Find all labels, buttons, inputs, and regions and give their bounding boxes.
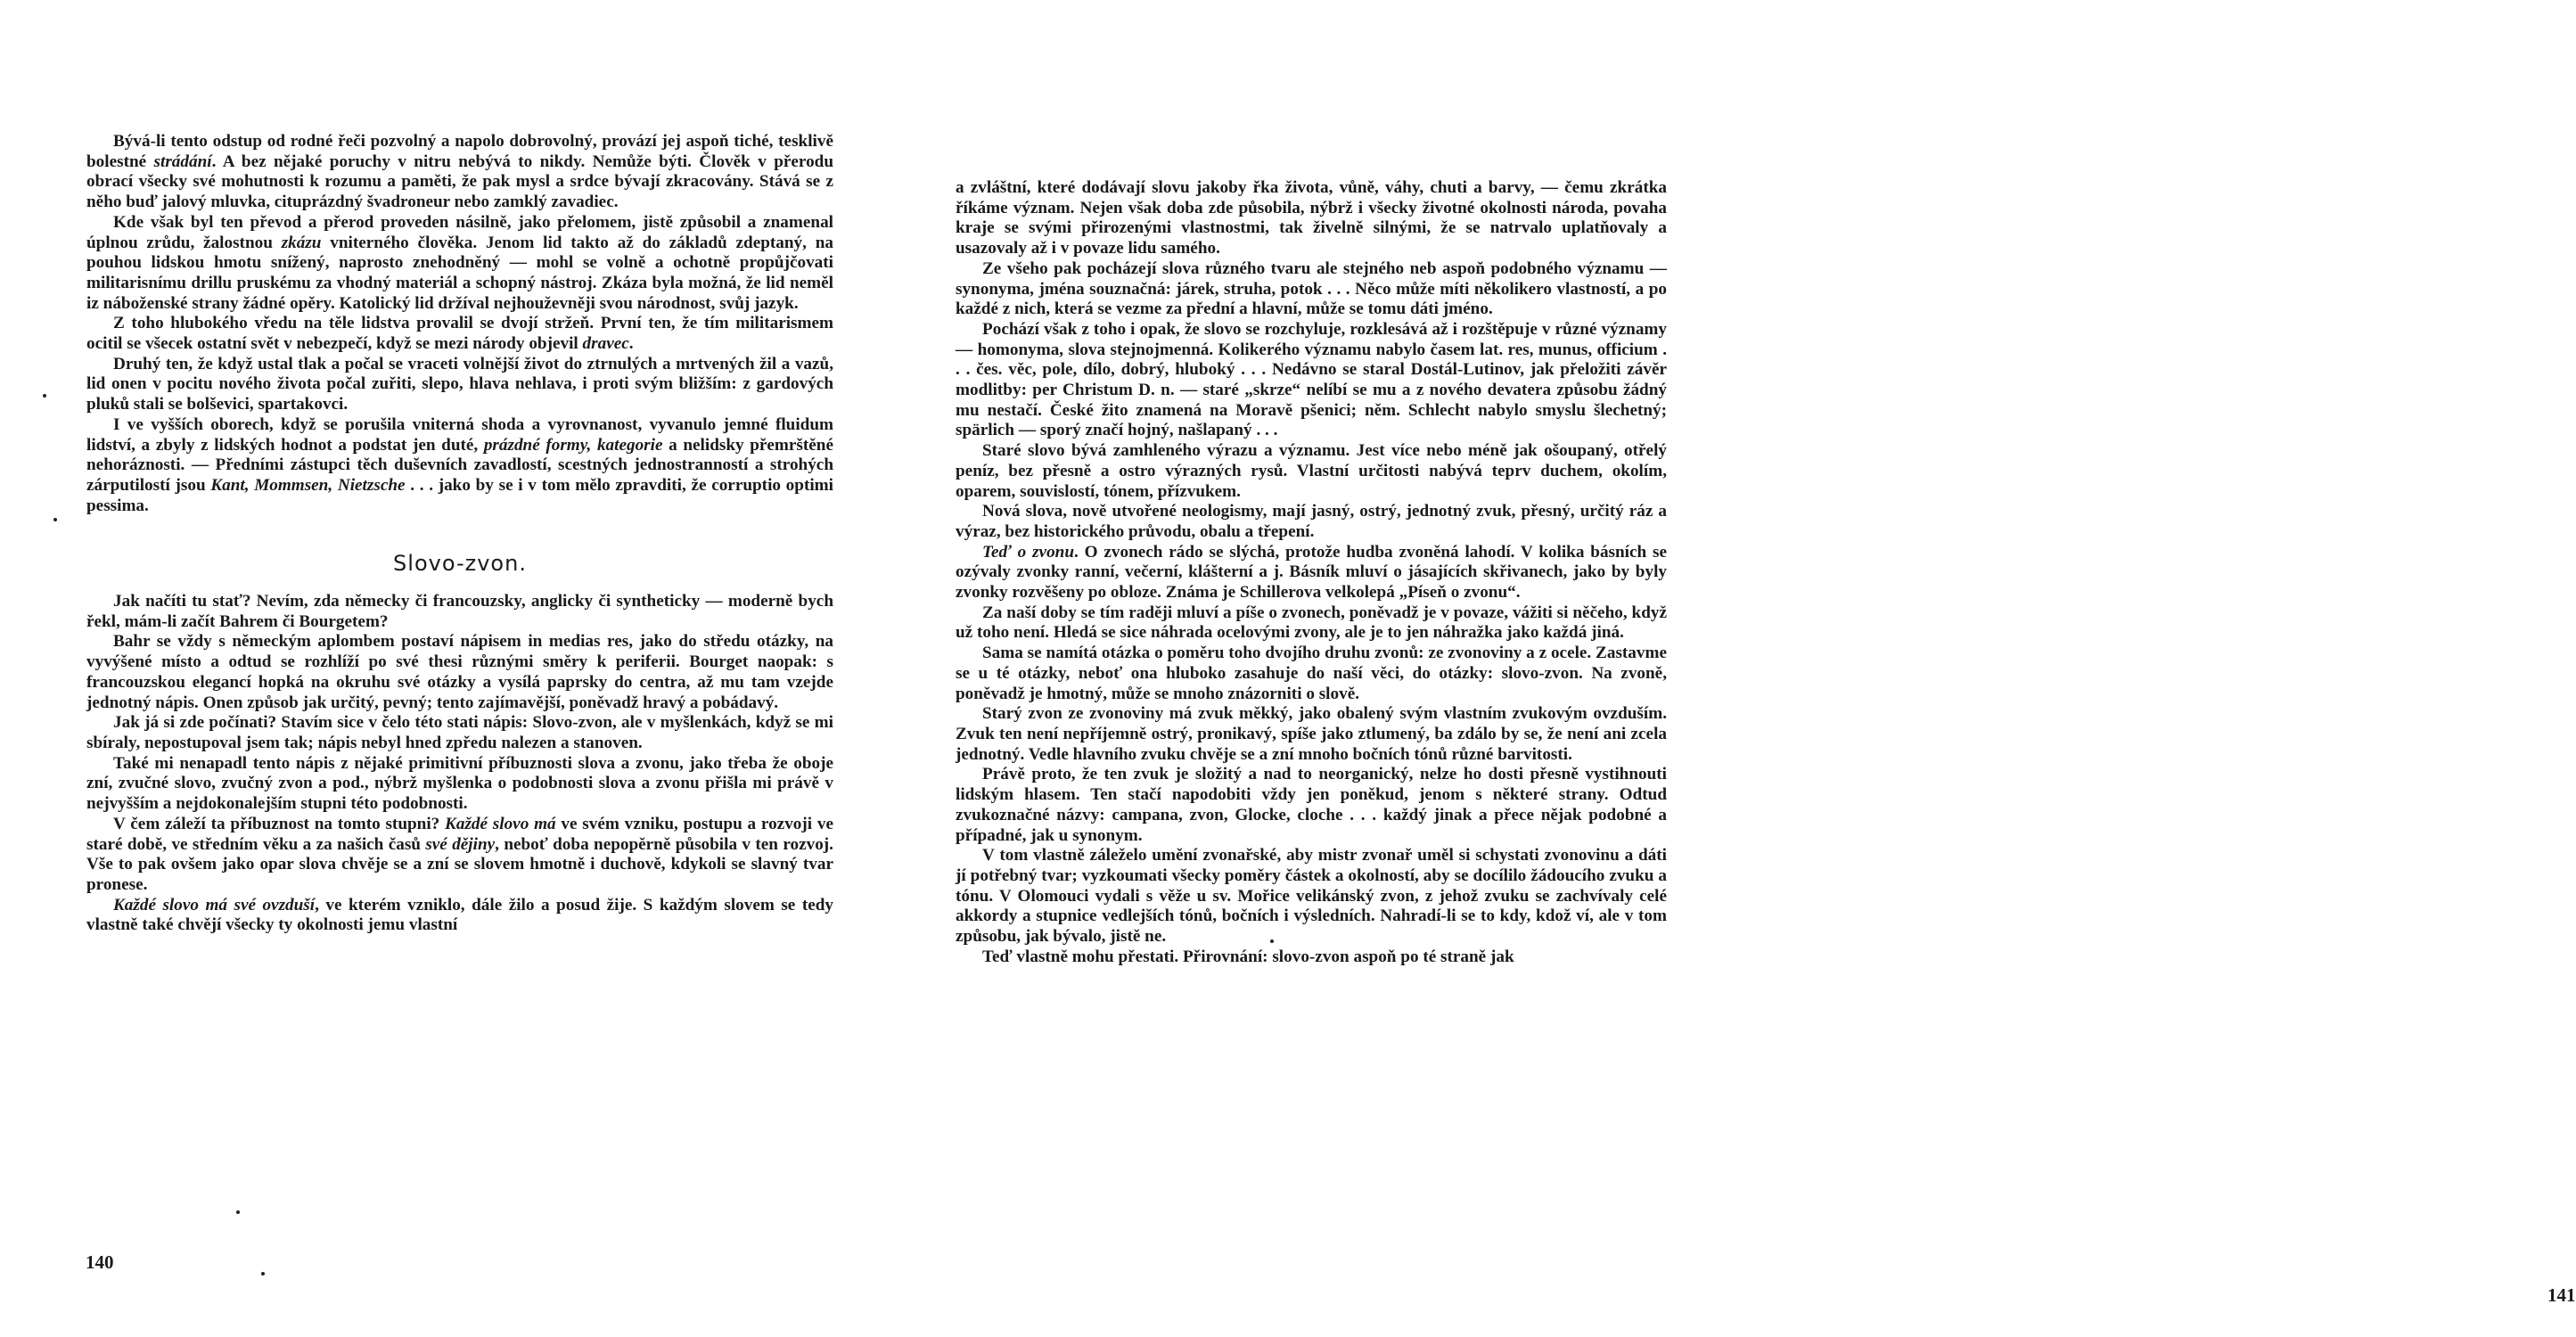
text-run: a zvláštní, které dodávají slovu jakoby řka života, vůně, váhy, chuti a barvy, — čemu zkrátka říkáme význam. Nejen však doba zde působila, nýbrž i všecky životné okolnosti národa, povaha kraje se svými přirozenými vlastnostmi, tak živelně silnými, že se natrvalo uplatňovaly a usazovaly až i v povaze lidu samého.: [956, 178, 1667, 258]
italic-text: své dějiny: [425, 834, 496, 854]
text-run: ve svém vzniku, postupu a rozvoji ve staré době, ve středním věku a za našich časů: [86, 814, 833, 854]
text-run: Pochází však z toho i opak, že slovo se rozchyluje, rozklesává až i rozštěpuje v různé významy — homonyma, slova stejnojmenná. Kolikerého významu nabylo časem lat. res, munus, officium . . . čes. věc, pole, dílo, dobrý, hluboký . . . Nedávno se staral Dostál-Lutinov, jak přeložiti závěr modlitby: per Christum D. n. — staré „skrze“ nelíbí se mu a z nového devatera způsobu žádný mu nestačí. České žito znamená na Moravě pšenici; něm. Schlecht nabylo smyslu šlechetný; spärlich — sporý značí hojný, našlapaný . . .: [956, 319, 1667, 440]
left-paragraphs-top: [86, 132, 833, 516]
text-run: Kde však byl ten převod a přerod proveden násilně, jako přelomem, jistě způsobil a znamenal úplnou zrůdu, žalostnou: [86, 212, 833, 252]
text-run: Starý zvon ze zvonoviny má zvuk měkký, jako obalený svým vlastním zvukovým ovzduším. Zvuk ten není nepříjemně ostrý, pronikavý, spíše jako ztlumený, ba zdálo by se, že není ani zcela jednotný. Vedle hlavního zvuku chvěje se a zní mnoho bočních tónů různé barvitosti.: [956, 704, 1667, 764]
section-title: Slovo-zvon.: [393, 551, 527, 577]
text-run: . . . jako by se i v tom mělo zpravditi, že corruptio optimi pessima.: [86, 475, 833, 515]
paragraph: [86, 754, 833, 815]
text-run: Z toho hlubokého vředu na těle lidstva provalil se dvojí stržeň. První ten, že tím militarismem ocitil se všecek ostatní svět v nebezpečí, když se mezi národy objevil: [86, 314, 833, 354]
text-run: . A bez nějaké poruchy v nitru nebývá to nikdy. Nemůže býti. Člověk v přerodu obrací všecky své mohutnosti k rozumu a paměti, že pak mysl a srdce bývají zkracovány. Stává se z něho buď jalový mluvka, cituprázdný švadroneur nebo zamklý zavadiec.: [86, 152, 833, 212]
paragraph: [86, 713, 833, 753]
paragraph: [956, 765, 1667, 846]
paragraph: [86, 896, 833, 936]
italic-text: dravec: [582, 334, 629, 354]
left-paragraphs-bottom: [86, 592, 833, 936]
paragraph: [956, 704, 1667, 765]
text-run: Za naší doby se tím raději mluví a píše o zvonech, poněvadž je v povaze, vážiti si něčeho, když už toho není. Hledá se sice náhrada ocelovými zvony, ale je to jen náhražka jako každá jiná.: [956, 603, 1667, 643]
paragraph: [86, 815, 833, 896]
right-page: [878, 0, 2576, 1337]
paragraph: [956, 320, 1667, 441]
paragraph: [956, 603, 1667, 644]
paragraph: [956, 178, 1667, 259]
scan-speck: [43, 394, 46, 398]
italic-text: Teď o zvonu: [982, 542, 1075, 562]
italic-text: Každé slovo má: [445, 814, 556, 833]
scan-speck: [261, 1272, 265, 1275]
text-run: Nová slova, nově utvořené neologismy, mají jasný, ostrý, jednotný zvuk, přesný, určitý ráz a výraz, bez historického průvodu, obalu a třepení.: [956, 502, 1667, 541]
paragraph: [956, 543, 1667, 603]
paragraph: [86, 632, 833, 713]
italic-text: strádání: [153, 152, 212, 171]
text-run: V tom vlastně záleželo umění zvonařské, aby mistr zvonař uměl si schystati zvonovinu a dáti jí potřebný tvar; vyzkoumati všecky poměry částek a okolností, aby se docílilo žádoucího zvuku a tónu. V Olomouci vydali s věže u sv. Mořice velikánský zvon, z jehož zvuku se zachvívaly celé akkordy a stupnice vedlejších tónů, bočních i výsledních. Nahradí-li se to kdy, kdož ví, ale v tom způsobu, jak bývalo, jistě ne.: [956, 846, 1667, 947]
text-run: . O zvonech rádo se slýchá, protože hudba zvoněná lahodí. V kolika básních se ozývaly zvonky ranní, večerní, klášterní a j. Básník mluví o jásajících skřivanech, jako by byly zvonky rozvěšeny po obloze. Známa je Schillerova velkolepá „Píseň o zvonu“.: [956, 542, 1668, 603]
text-run: Staré slovo bývá zamhleného výrazu a významu. Jest více nebo méně jak ošoupaný, otřelý peníz, bez přesně a ostro výrazných rysů. Vlastní určitosti nabývá teprv duchem, okolím, oparem, souvislostí, tónem, přízvukem.: [956, 441, 1667, 501]
text-run: Právě proto, že ten zvuk je složitý a nad to neorganický, nelze ho dosti přesně vystihnouti lidským hlasem. Ten stačí napodobiti vždy jen poněkud, jenom s některé strany. Odtud zvukoznačné názvy: campana, zvon, Glocke, cloche . . . každý jinak a přece nějak podobné a případné, jak u synonym.: [956, 765, 1667, 845]
paragraph: [86, 213, 833, 315]
text-run: Také mi nenapadl tento nápis z nějaké primitivní příbuznosti slova a zvonu, jako třeba že oboje zní, zvučné slovo, zvučný zvon a pod., nýbrž myšlenka o podobnosti slova a zvonu přišla mi právě v nejvyšším a nejdokonalejším stupni této podobnosti.: [86, 753, 833, 814]
text-run: Sama se namítá otázka o poměru toho dvojího druhu zvonů: ze zvonoviny a z ocele. Zastavme se u té otázky, neboť ona hluboko zasahuje do naší věci, do otázky: slovo-zvon. Na zvoně, poněvadž je hmotný, může se mnoho znázorniti o slově.: [956, 644, 1667, 703]
paragraph: [956, 846, 1667, 947]
paragraph: [956, 644, 1667, 704]
italic-text: zkázu: [281, 233, 322, 252]
text-run: Jak načíti tu stať? Nevím, zda německy či francouzsky, anglicky či syntheticky — moderně bych řekl, mám-li začít Bahrem či Bourgetem?: [86, 592, 833, 631]
italic-text: Každé slovo má své ovzduší: [113, 895, 316, 915]
paragraph: [956, 502, 1667, 542]
paragraph: [86, 592, 833, 632]
scan-speck: [1270, 939, 1274, 943]
paragraph: [86, 415, 833, 517]
text-run: , neboť doba nepopěrně působila v ten rozvoj. Vše to pak ovšem jako opar slova chvěje se a zní se slovem hmotně i duchově, kdykoli se slavný tvar pronese.: [86, 834, 833, 894]
paragraph: [956, 947, 1667, 968]
text-run: .: [628, 334, 634, 354]
italic-text: Kant, Mommsen, Nietzsche: [210, 475, 406, 495]
text-run: I ve vyšších oborech, když se porušila vniterná shoda a vyrovnanost, vyvanulo jemné fluidum lidství, a zbyly z lidských hodnot a podstat jen duté,: [86, 414, 833, 455]
text-run: Bývá-li tento odstup od rodné řeči pozvolný a napolo dobrovolný, provází jej aspoň tiché, tesklivě bolestné: [86, 132, 833, 171]
scan-speck: [236, 1210, 240, 1214]
italic-text: prázdné formy, kategorie: [483, 435, 663, 455]
paragraph: [86, 314, 833, 354]
paragraph: [956, 259, 1667, 320]
left-text-column: [86, 132, 833, 936]
paragraph: [956, 441, 1667, 502]
text-run: Bahr se vždy s německým aplombem postaví nápisem in medias res, jako do středu otázky, na vyvýšené místo a odtud se rozhlíží po své thesi různými směry k periferii. Bourget naopak: s francouzskou elegancí hopká na okruhu své otázky a vysílá paprsky do centra, až mu tam vzejde jednotný nápis. Onen způsob jak určitý, pevný; tento zajímavější, poněvadž hravý a pobádavý.: [86, 632, 833, 712]
right-paragraphs: [956, 178, 1667, 967]
scan-speck: [53, 518, 57, 521]
text-run: V čem záleží ta příbuznost na tomto stupni?: [113, 814, 446, 833]
left-page: [0, 0, 878, 1337]
text-run: Teď vlastně mohu přestati. Přirovnání: slovo-zvon aspoň po té straně jak: [982, 947, 1514, 966]
text-run: Jak já si zde počínati? Stavím sice v čelo této stati nápis: Slovo-zvon, ale v myšlenkách, když se mi sbíraly, nepostupoval jsem tak; nápis nebyl hned zpředu nalezen a stanoven.: [86, 713, 833, 752]
paragraph: [86, 355, 833, 415]
page-number-left: 140: [86, 1251, 114, 1273]
paragraph: [86, 132, 833, 213]
right-text-column: [956, 178, 1667, 967]
text-run: Druhý ten, že když ustal tlak a počal se vraceti volnější život do ztrnulých a mrtvených žil a vazů, lid onen v pocitu nového života počal zuřiti, slepo, hlava nehlava, i proti svým bližším: z gardových pluků stali se bolševici, spartakovci.: [86, 354, 833, 414]
text-run: Ze všeho pak pocházejí slova různého tvaru ale stejného neb aspoň podobného významu — synonyma, jména souznačná: járek, struha, potok . . . Něco může míti několikero vlastností, a po každé z nich, která se vezme za přední a hlavní, může se tomu dáti jméno.: [956, 258, 1667, 319]
page-number-right: 141: [2547, 1284, 2576, 1306]
text-run: , ve kterém vzniklo, dále žilo a posud žije. S každým slovem se tedy vlastně také chvějí všecky ty okolnosti jemu vlastní: [86, 895, 833, 935]
text-run: a nelidsky přemrštěné nehoráznosti. — Předními zástupci těch duševních zavadlostí, scestných jednostranností a strohých zárputilostí jsou: [86, 435, 833, 495]
text-run: vniterného člověka. Jenom lid takto až do základů zdeptaný, na pouhou lidskou hmotu snížený, naprosto znehodněný — mohl se volně a ochotně propůjčovati militarisnímu drillu pruskému za vhodný materiál a schopný nástroj. Zkáza byla možná, že lid neměl iz náboženské strany žádné opěry. Katolický lid držíval nejhouževněji svou národnost, svůj jazyk.: [86, 233, 833, 313]
